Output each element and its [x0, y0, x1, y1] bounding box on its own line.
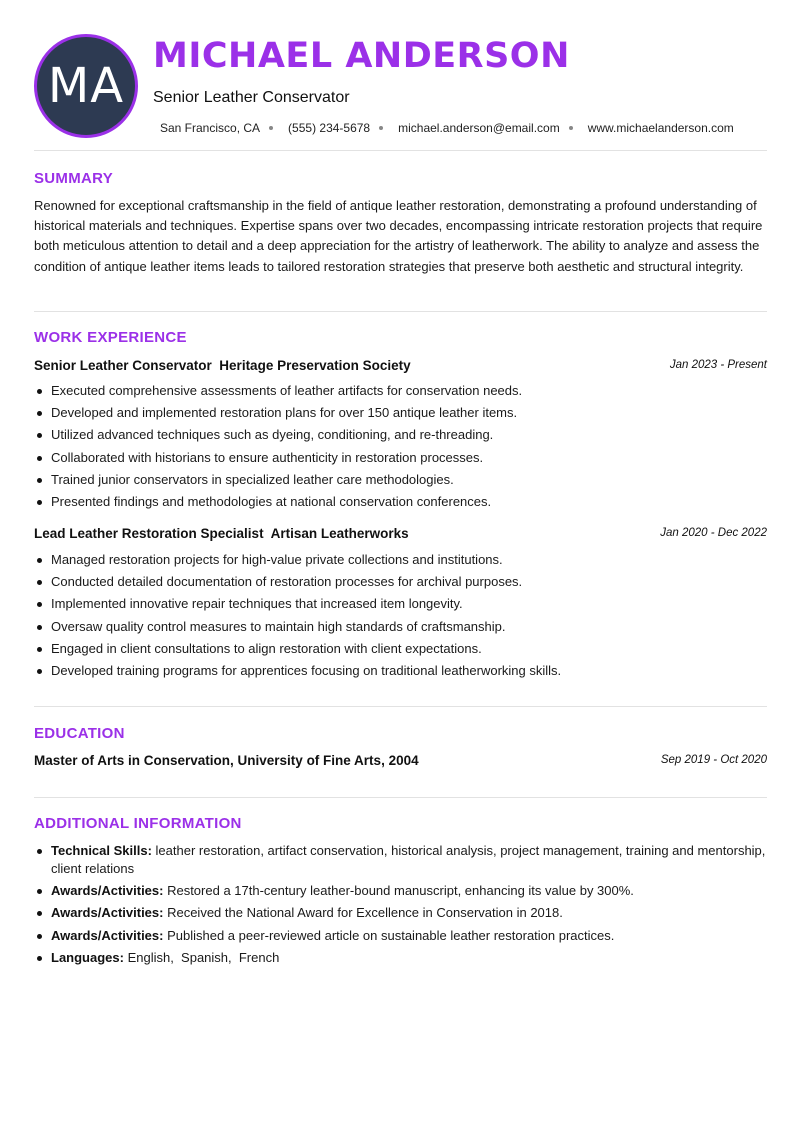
list-item: Oversaw quality control measures to maintain high standards of craftsmanship.	[34, 618, 767, 636]
list-item	[34, 927, 767, 945]
list-item: Collaborated with historians to ensure authenticity in restoration processes.	[34, 449, 767, 467]
avatar-initials: MA	[47, 58, 125, 114]
contact-email[interactable]: michael.anderson@email.com	[398, 121, 560, 135]
section-title-experience: WORK EXPERIENCE	[34, 329, 187, 346]
item-text: English, Spanish, French	[123, 949, 280, 965]
dot-separator-icon	[379, 126, 383, 130]
job-role: Lead Leather Restoration Specialist Artisan Leatherworks	[34, 526, 409, 541]
list-item	[34, 842, 770, 878]
summary-text: Renowned for exceptional craftsmanship in the field of antique leather restoration, demonstrating a profound understanding of historical materials and techniques. Expertise spans over two decades, encompassing intricate restoration projects that require both meticulous attention to detail and a deep appreciation for the artistry of leatherwork. The ability to analyze and assess the condition of antique leather items leads to tailored restoration strategies that preserve both aesthetic and structural integrity.	[34, 198, 763, 274]
item-label: Awards/Activities:	[51, 883, 164, 899]
section-title-additional: ADDITIONAL INFORMATION	[34, 815, 242, 832]
dot-separator-icon	[269, 126, 273, 130]
job-header	[34, 526, 767, 544]
education-date: Sep 2019 - Oct 2020	[660, 754, 767, 766]
list-item	[34, 882, 767, 900]
list-item	[34, 949, 767, 967]
list-item: Conducted detailed documentation of restoration processes for archival purposes.	[34, 573, 767, 591]
additional-bullets	[34, 842, 770, 971]
section-title-summary: SUMMARY	[34, 170, 114, 187]
contact-location: San Francisco, CA	[160, 121, 261, 135]
item-text: Received the National Award for Excellence in Conservation in 2018.	[163, 905, 563, 921]
list-item: Engaged in client consultations to align restoration with client expectations.	[34, 640, 767, 658]
contact-phone: (555) 234-5678	[288, 121, 371, 135]
job-bullets	[34, 551, 767, 684]
list-item: Executed comprehensive assessments of leather artifacts for conservation needs.	[34, 382, 767, 400]
divider	[34, 150, 767, 151]
list-item: Trained junior conservators in specialized leather care methodologies.	[34, 471, 767, 489]
contact-line	[160, 121, 734, 135]
candidate-name: MICHAEL ANDERSON	[153, 36, 570, 76]
item-text: leather restoration, artifact conservation, historical analysis, project management, training and mentorship, client relations	[51, 843, 770, 876]
job-header	[34, 358, 767, 376]
item-text: Restored a 17th-century leather-bound manuscript, enhancing its value by 300%.	[163, 883, 634, 899]
candidate-title: Senior Leather Conservator	[153, 89, 350, 106]
divider	[34, 706, 767, 707]
list-item	[34, 904, 767, 922]
divider	[34, 311, 767, 312]
item-label: Awards/Activities:	[51, 905, 164, 921]
item-label: Languages:	[51, 949, 124, 965]
list-item: Presented findings and methodologies at national conservation conferences.	[34, 493, 767, 511]
contact-website[interactable]: www.michaelanderson.com	[587, 121, 734, 135]
dot-separator-icon	[569, 126, 573, 130]
education-degree: Master of Arts in Conservation, University of Fine Arts, 2004	[34, 753, 419, 768]
list-item: Developed training programs for apprentices focusing on traditional leatherworking skills.	[34, 662, 767, 680]
item-text: Published a peer-reviewed article on sustainable leather restoration practices.	[163, 927, 615, 943]
list-item: Implemented innovative repair techniques that increased item longevity.	[34, 595, 767, 613]
item-label: Technical Skills:	[51, 843, 152, 858]
list-item: Utilized advanced techniques such as dyeing, conditioning, and re-threading.	[34, 426, 767, 444]
education-row	[34, 753, 767, 771]
job-date: Jan 2023 - Present	[669, 359, 767, 371]
job-role: Senior Leather Conservator Heritage Preservation Society	[34, 358, 411, 373]
job-bullets	[34, 382, 767, 515]
avatar	[34, 34, 138, 138]
list-item: Developed and implemented restoration plans for over 150 antique leather items.	[34, 404, 767, 422]
divider	[34, 797, 767, 798]
section-title-education: EDUCATION	[34, 725, 125, 742]
item-label: Awards/Activities:	[51, 927, 164, 943]
job-date: Jan 2020 - Dec 2022	[660, 527, 767, 539]
list-item: Managed restoration projects for high-value private collections and institutions.	[34, 551, 767, 569]
